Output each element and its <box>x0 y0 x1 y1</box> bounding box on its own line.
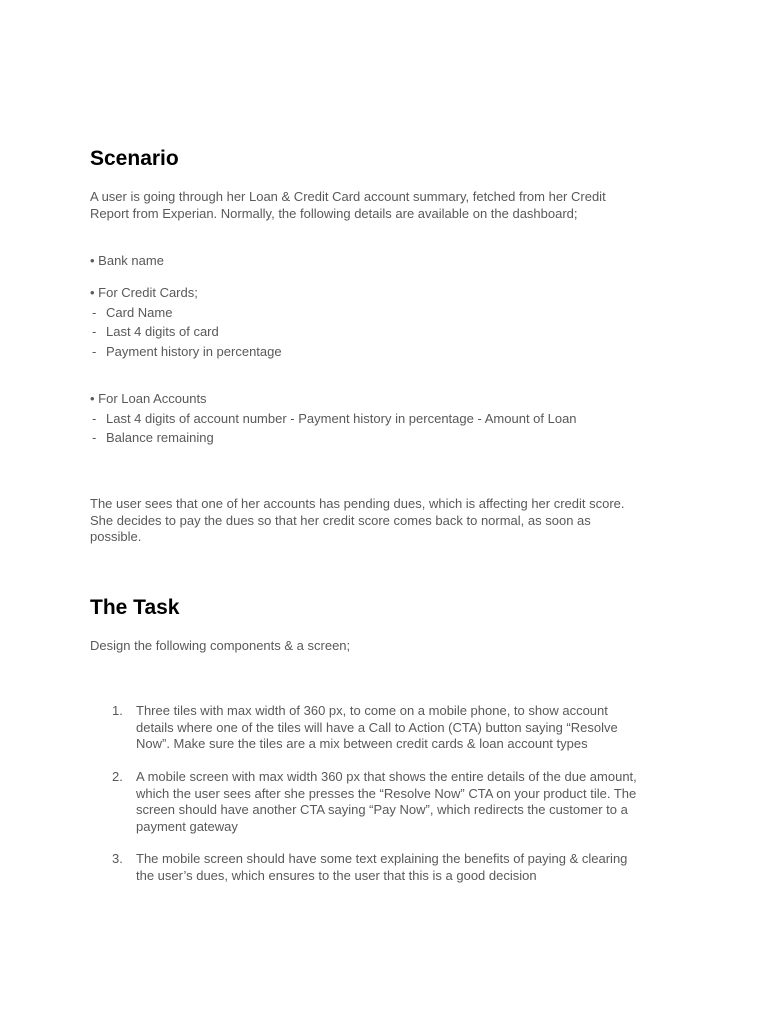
credit-card-item-text: Card Name <box>106 304 173 320</box>
list-item-body <box>136 851 627 884</box>
list-item-body <box>136 769 637 835</box>
dash-marker: - <box>92 304 97 320</box>
credit-card-item-text: Last 4 digits of card <box>106 324 219 339</box>
list-item-line: The mobile screen should have some text explaining the benefits of paying & clearing <box>136 851 628 866</box>
loan-accounts-section <box>90 391 577 448</box>
bank-name-bullet: • Bank name <box>90 253 164 268</box>
dash-marker: - <box>477 410 482 426</box>
list-item-line: which the user sees after she presses the “Resolve Now” CTA on your product tile. The <box>136 785 637 801</box>
list-number: 2. <box>112 769 123 784</box>
scenario-intro <box>90 189 606 222</box>
task-heading: The Task <box>90 596 180 619</box>
loan-item-text: Last 4 digits of account number <box>106 410 287 426</box>
scenario-heading: Scenario <box>90 147 179 170</box>
credit-card-item <box>90 303 282 323</box>
dues-line: The user sees that one of her accounts has pending dues, which is affecting her credit score. <box>90 496 625 511</box>
loan-item-text: Payment history in percentage <box>298 410 474 426</box>
loan-item-text: Balance remaining <box>106 430 214 445</box>
list-item-line: screen should have another CTA saying “Pay Now”, which redirects the customer to a <box>136 802 628 817</box>
dues-line: She decides to pay the dues so that her credit score comes back to normal, as soon as <box>90 512 591 528</box>
credit-card-item-text: Payment history in percentage <box>106 343 282 359</box>
dash-marker: - <box>290 410 295 426</box>
list-item-line: details where one of the tiles will have a Call to Action (CTA) button saying “Resolve <box>136 719 618 735</box>
credit-card-item <box>90 342 282 362</box>
credit-card-item <box>90 322 282 342</box>
list-item-body <box>136 703 618 753</box>
loan-items-line <box>90 409 577 429</box>
dash-marker: - <box>92 343 97 359</box>
scenario-intro-line: Report from Experian. Normally, the following details are available on the dashboard; <box>90 205 578 221</box>
loan-items-line <box>90 428 577 448</box>
scenario-intro-line: A user is going through her Loan & Credit Card account summary, fetched from her Credit <box>90 189 606 204</box>
credit-cards-header: • For Credit Cards; <box>90 285 198 300</box>
credit-cards-section <box>90 285 282 361</box>
task-intro: Design the following components & a screen; <box>90 638 351 653</box>
list-number: 3. <box>112 851 123 866</box>
list-item-line: the user’s dues, which ensures to the user that this is a good decision <box>136 867 537 883</box>
dues-paragraph <box>90 496 625 546</box>
list-item-line: Now”. Make sure the tiles are a mix between credit cards & loan account types <box>136 736 588 751</box>
list-item-line: payment gateway <box>136 818 238 834</box>
loan-item-text: Amount of Loan <box>484 410 577 426</box>
dues-line: possible. <box>90 529 142 544</box>
loan-accounts-header: • For Loan Accounts <box>90 391 207 406</box>
list-item-line: A mobile screen with max width 360 px that shows the entire details of the due amount, <box>136 769 637 784</box>
dash-marker: - <box>92 410 97 426</box>
dash-marker: - <box>92 430 97 445</box>
list-item-line: Three tiles with max width of 360 px, to come on a mobile phone, to show account <box>136 703 608 718</box>
list-number: 1. <box>112 703 123 718</box>
dash-marker: - <box>92 324 97 339</box>
